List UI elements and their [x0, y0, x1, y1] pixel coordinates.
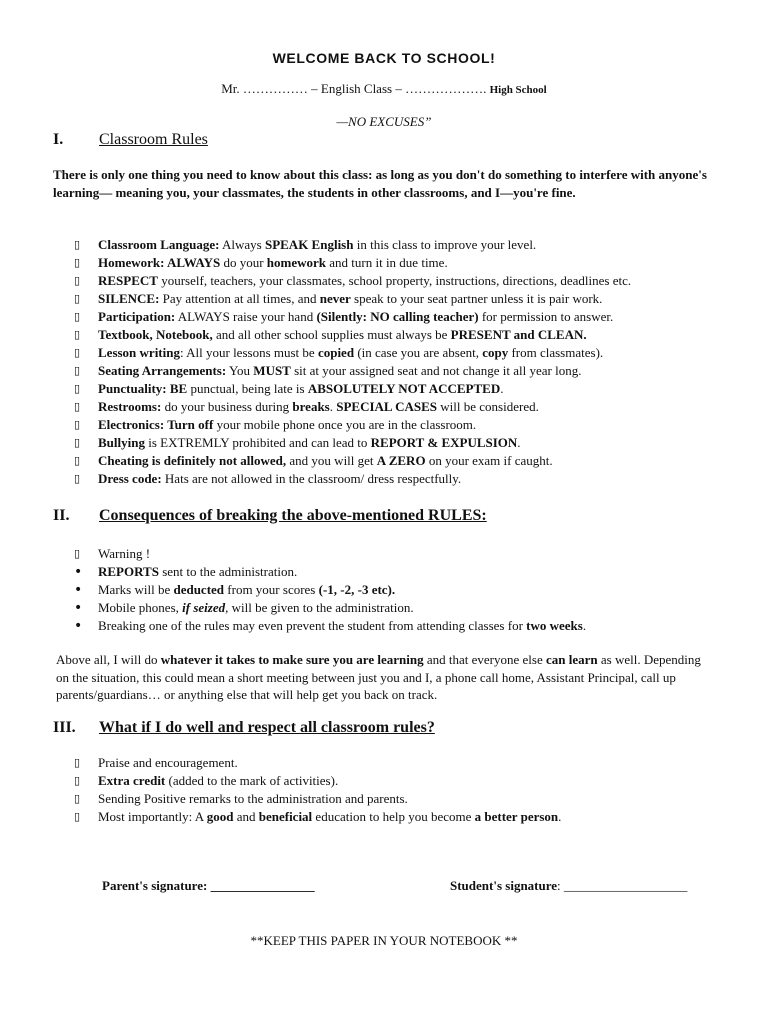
rule-item — [0, 290, 631, 308]
text-run: Warning ! — [98, 546, 151, 561]
section-title: What if I do well and respect all classroom rules? — [99, 719, 435, 736]
reward-item — [0, 790, 561, 808]
text-run: your mobile phone once you are in the classroom. — [213, 417, 477, 432]
bullet-box-icon: ▯ — [74, 792, 81, 805]
intro-paragraph: There is only one thing you need to know about this class: as long as you don't do something to interfere with anyone's learning— meaning you, your classmates, the students in other classrooms, and I—you're fine. — [53, 167, 707, 200]
text-run: on your exam if caught. — [425, 453, 553, 468]
text-run: . — [558, 809, 562, 824]
text-run: can learn — [545, 652, 598, 667]
text-run: Marks will be — [98, 582, 174, 597]
bullet-box-icon: ▯ — [74, 400, 81, 413]
text-run: A ZERO — [376, 453, 426, 468]
bullet-box-icon: ▯ — [74, 382, 81, 395]
text-run: whatever it takes to make sure you are learning — [160, 652, 424, 667]
text-run: a better person — [474, 809, 559, 824]
text-run: Breaking one of the rules may even prevent the student from attending classes for — [98, 618, 527, 633]
text-run: Restrooms: — [98, 399, 162, 414]
bullet-dot-icon: • — [74, 618, 83, 634]
section-number: II. — [53, 507, 70, 524]
text-run: Homework: ALWAYS — [98, 255, 221, 270]
text-run: Electronics: Turn off — [98, 417, 214, 432]
text-run: beneficial — [258, 809, 313, 824]
text-run: education to help you become — [312, 809, 475, 824]
bullet-box-icon: ▯ — [74, 364, 81, 377]
section-title: Consequences of breaking the above-mentioned RULES: — [99, 507, 487, 524]
text-run: for permission to answer. — [478, 309, 614, 324]
text-run: Hats are not allowed in the classroom/ dress respectfully. — [161, 471, 462, 486]
text-run: breaks — [292, 399, 330, 414]
text-run: Lesson writing — [98, 345, 180, 360]
section-number: III. — [53, 719, 76, 736]
text-run: deducted — [173, 582, 225, 597]
text-run: Textbook, Notebook, — [98, 327, 213, 342]
consequence-item — [0, 581, 586, 599]
class-subtitle-text: Mr. …………… – English Class – ………………. — [221, 81, 487, 96]
consequence-item — [0, 563, 586, 581]
text-run: ALWAYS raise your hand — [175, 309, 317, 324]
text-run: and all other school supplies must always be — [212, 327, 451, 342]
rule-item — [0, 434, 631, 452]
text-run: Above all, I will do — [56, 652, 161, 667]
text-run: sent to the administration. — [158, 564, 298, 579]
reward-item — [0, 772, 561, 790]
text-run: (-1, -2, -3 etc). — [318, 582, 396, 597]
bullet-dot-icon: • — [74, 564, 83, 580]
rule-item — [0, 470, 631, 488]
bullet-box-icon: ▯ — [74, 346, 81, 359]
bullet-dot-icon: • — [74, 582, 83, 598]
section-title: Classroom Rules — [99, 131, 208, 148]
text-run: Dress code: — [98, 471, 162, 486]
text-run: SILENCE: — [98, 291, 160, 306]
text-run: in this class to improve your level. — [353, 237, 537, 252]
text-run: Praise and encouragement. — [98, 755, 238, 770]
consequence-item — [0, 599, 586, 617]
bullet-box-icon: ▯ — [74, 756, 81, 769]
text-run: : All your lessons must be — [179, 345, 318, 360]
text-run: two weeks — [526, 618, 583, 633]
bullet-box-icon: ▯ — [74, 328, 81, 341]
text-run: SPEAK English — [264, 237, 354, 252]
rule-item — [0, 416, 631, 434]
text-run: from classmates). — [508, 345, 604, 360]
text-run: Participation: — [98, 309, 176, 324]
text-run: (added to the mark of activities). — [165, 773, 339, 788]
student-signature — [450, 878, 687, 894]
class-subtitle-school: High School — [489, 84, 547, 96]
rewards-list — [0, 754, 561, 826]
text-run: Cheating is definitely not allowed, — [98, 453, 287, 468]
text-run: (in case you are absent, — [354, 345, 483, 360]
text-run: punctual, being late is — [187, 381, 308, 396]
reward-item — [0, 754, 561, 772]
text-run: copy — [482, 345, 509, 360]
bullet-dot-icon: • — [74, 600, 83, 616]
rule-item — [0, 326, 631, 344]
text-run: Most importantly: A — [98, 809, 207, 824]
text-run: Bullying — [98, 435, 145, 450]
section-number: I. — [53, 131, 64, 148]
bullet-box-icon: ▯ — [74, 547, 81, 560]
consequence-item — [0, 617, 586, 635]
student-signature-label: Student's signature — [450, 878, 558, 893]
text-run: . — [517, 435, 521, 450]
rule-item — [0, 380, 631, 398]
text-run: copied — [317, 345, 355, 360]
bullet-box-icon: ▯ — [74, 418, 81, 431]
rule-item — [0, 236, 631, 254]
text-run: SPECIAL CASES — [336, 399, 438, 414]
section-heading-3 — [53, 719, 435, 737]
rule-item — [0, 272, 631, 290]
text-run: yourself, teachers, your classmates, school property, instructions, directions, deadlines etc. — [157, 273, 632, 288]
bullet-box-icon: ▯ — [74, 454, 81, 467]
text-run: . — [329, 399, 337, 414]
text-run: will be considered. — [437, 399, 539, 414]
text-run: speak to your seat partner unless it is pair work. — [350, 291, 603, 306]
motto: —NO EXCUSES” — [336, 114, 432, 129]
text-run: good — [206, 809, 234, 824]
bullet-box-icon: ▯ — [74, 292, 81, 305]
text-run: Sending Positive remarks to the administration and parents. — [98, 791, 408, 806]
section-heading-1 — [53, 131, 208, 149]
bullet-box-icon: ▯ — [74, 774, 81, 787]
text-run: REPORT & EXPULSION — [370, 435, 518, 450]
text-run: and — [233, 809, 259, 824]
consequence-item — [0, 545, 586, 563]
text-run: . — [500, 381, 504, 396]
bullet-box-icon: ▯ — [74, 256, 81, 269]
consequences-list — [0, 545, 586, 635]
rule-item — [0, 344, 631, 362]
bullet-box-icon: ▯ — [74, 472, 81, 485]
text-run: and you will get — [286, 453, 377, 468]
text-run: Mobile phones, — [98, 600, 183, 615]
bullet-box-icon: ▯ — [74, 238, 81, 251]
rule-item — [0, 398, 631, 416]
text-run: and turn it in due time. — [326, 255, 448, 270]
text-run: as well. Depending on the situation, this could mean a short meeting between just you and I, a phone call home, Assistant Principal, call up parents/guardians… or anything else that will help get you back on track. — [56, 652, 701, 702]
text-run: REPORTS — [98, 564, 159, 579]
text-run: do your — [220, 255, 267, 270]
text-run: ABSOLUTELY NOT ACCEPTED — [307, 381, 501, 396]
reward-item — [0, 808, 561, 826]
text-run: MUST — [253, 363, 291, 378]
student-signature-line: : ___________________ — [557, 878, 688, 893]
rule-item — [0, 452, 631, 470]
text-run: Seating Arrangements: — [98, 363, 227, 378]
text-run: is EXTREMLY prohibited and can lead to — [144, 435, 371, 450]
text-run: , will be given to the administration. — [225, 600, 414, 615]
text-run: sit at your assigned seat and not change it all year long. — [290, 363, 582, 378]
text-run: and that everyone else — [423, 652, 546, 667]
text-run: . — [582, 618, 587, 633]
rule-item — [0, 254, 631, 272]
text-run: Punctuality: BE — [98, 381, 188, 396]
bullet-box-icon: ▯ — [74, 810, 81, 823]
text-run: Always — [219, 237, 265, 252]
text-run: RESPECT — [98, 273, 158, 288]
footer-note: **KEEP THIS PAPER IN YOUR NOTEBOOK ** — [250, 933, 518, 948]
page-title: WELCOME BACK TO SCHOOL! — [272, 50, 496, 66]
text-run: do your business during — [161, 399, 293, 414]
text-run: Classroom Language: — [98, 237, 220, 252]
parent-signature: Parent's signature: ________________ — [102, 878, 315, 893]
text-run: Pay attention at all times, and — [159, 291, 320, 306]
commitment-paragraph — [56, 651, 706, 704]
text-run: Extra credit — [98, 773, 166, 788]
text-run: from your scores — [224, 582, 319, 597]
class-subtitle — [0, 81, 768, 97]
text-run: homework — [266, 255, 327, 270]
text-run: You — [226, 363, 254, 378]
text-run: if seized — [182, 600, 226, 615]
bullet-box-icon: ▯ — [74, 436, 81, 449]
text-run: never — [319, 291, 351, 306]
section-heading-2 — [53, 507, 487, 525]
bullet-box-icon: ▯ — [74, 274, 81, 287]
rule-item — [0, 362, 631, 380]
text-run: PRESENT and CLEAN. — [450, 327, 587, 342]
text-run: (Silently: NO calling teacher) — [316, 309, 479, 324]
rule-item — [0, 308, 631, 326]
bullet-box-icon: ▯ — [74, 310, 81, 323]
rules-list — [0, 236, 631, 488]
